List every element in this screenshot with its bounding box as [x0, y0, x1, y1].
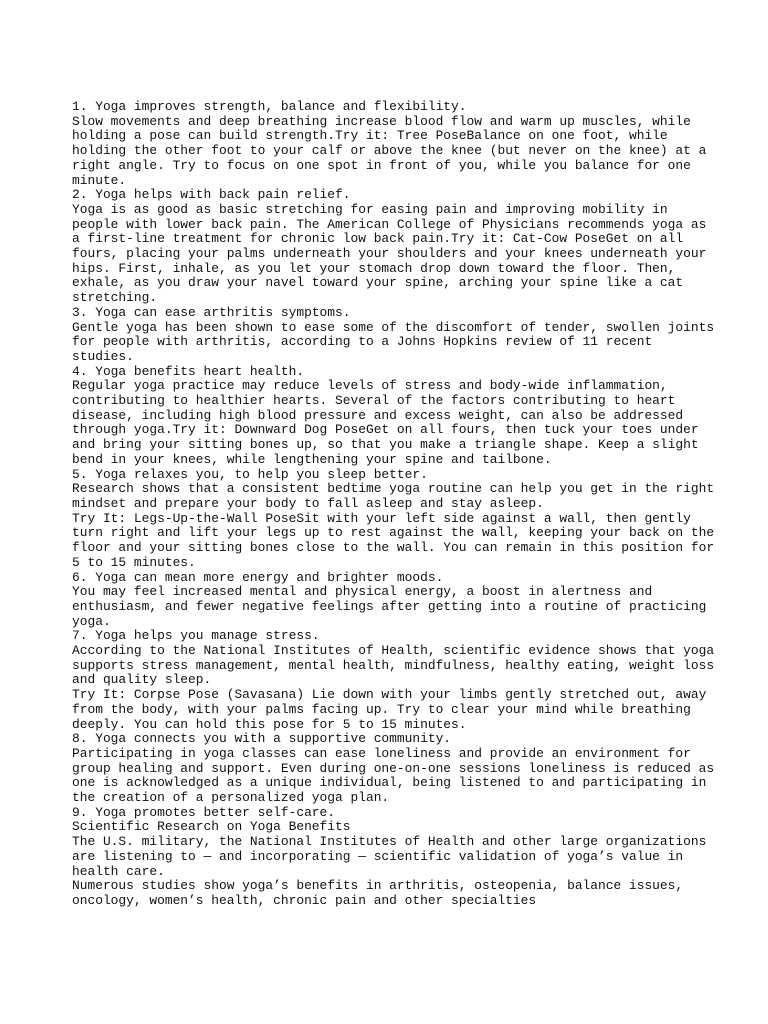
text-line: and quality sleep.	[72, 672, 212, 688]
text-line: and bring your sitting bones up, so that you make a triangle shape. Keep a slight	[72, 437, 699, 453]
text-line: floor and your sitting bones close to the wall. You can remain in this position for	[72, 540, 715, 556]
text-line: are listening to — and incorporating — scientific validation of yoga’s value in	[72, 848, 684, 864]
text-line: contributing to healthier hearts. Several of the factors contributing to heart	[72, 393, 676, 409]
text-line: holding a pose can build strength.Try it: Tree PoseBalance on one foot, while	[72, 128, 668, 144]
text-line: You may feel increased mental and physical energy, a boost in alertness and	[72, 584, 653, 600]
text-line: group healing and support. Even during one-on-one sessions loneliness is reduced as	[72, 760, 715, 776]
text-line: health care.	[72, 863, 165, 879]
text-line: 3. Yoga can ease arthritis symptoms.	[72, 304, 351, 320]
text-line: Regular yoga practice may reduce levels of stress and body-wide inflammation,	[72, 378, 668, 394]
text-line: people with lower back pain. The American College of Physicians recommends yoga as	[72, 216, 707, 232]
text-line: Participating in yoga classes can ease loneliness and provide an environment for	[72, 745, 691, 761]
text-line: oncology, women’s health, chronic pain and other specialties	[72, 892, 537, 908]
text-line: Research shows that a consistent bedtime yoga routine can help you get in the right	[72, 481, 715, 497]
text-line: a first-line treatment for chronic low back pain.Try it: Cat-Cow PoseGet on all	[72, 231, 684, 247]
text-line: through yoga.Try it: Downward Dog PoseGet on all fours, then tuck your toes under	[72, 422, 699, 438]
text-line: turn right and lift your legs up to rest against the wall, keeping your back on the	[72, 525, 715, 541]
text-line: 7. Yoga helps you manage stress.	[72, 628, 320, 644]
text-line: bend in your knees, while lengthening your spine and tailbone.	[72, 451, 552, 467]
text-line: one is acknowledged as a unique individual, being listened to and participating in	[72, 775, 707, 791]
text-line: 2. Yoga helps with back pain relief.	[72, 187, 351, 203]
text-line: studies.	[72, 348, 134, 364]
text-line: 5 to 15 minutes.	[72, 554, 196, 570]
text-line: The U.S. military, the National Institutes of Health and other large organizations	[72, 834, 707, 850]
text-line: supports stress management, mental health, mindfulness, healthy eating, weight loss	[72, 657, 715, 673]
text-line: right angle. Try to focus on one spot in front of you, while you balance for one	[72, 157, 691, 173]
text-line: enthusiasm, and fewer negative feelings after getting into a routine of practicing	[72, 598, 707, 614]
text-line: Try It: Legs-Up-the-Wall PoseSit with your left side against a wall, then gently	[72, 510, 691, 526]
text-line: Gentle yoga has been shown to ease some of the discomfort of tender, swollen joints	[72, 319, 715, 335]
text-line: 8. Yoga connects you with a supportive community.	[72, 731, 452, 747]
text-line: from the body, with your palms facing up. Try to clear your mind while breathing	[72, 701, 691, 717]
text-line: 9. Yoga promotes better self-care.	[72, 804, 336, 820]
text-line: Scientific Research on Yoga Benefits	[72, 819, 351, 835]
text-line: stretching.	[72, 290, 158, 306]
text-line: Slow movements and deep breathing increase blood flow and warm up muscles, while	[72, 113, 691, 129]
text-line: 4. Yoga benefits heart health.	[72, 363, 305, 379]
text-line: fours, placing your palms underneath your shoulders and your knees underneath your	[72, 246, 707, 262]
text-line: holding the other foot to your calf or above the knee (but never on the knee) at a	[72, 143, 707, 159]
text-line: disease, including high blood pressure and excess weight, can also be addressed	[72, 407, 684, 423]
text-line: According to the National Institutes of Health, scientific evidence shows that yoga	[72, 643, 715, 659]
text-line: 5. Yoga relaxes you, to help you sleep better.	[72, 466, 428, 482]
text-line: 6. Yoga can mean more energy and brighter moods.	[72, 569, 444, 585]
text-line: the creation of a personalized yoga plan.	[72, 790, 390, 806]
text-line: Numerous studies show yoga’s benefits in arthritis, osteopenia, balance issues,	[72, 878, 684, 894]
text-line: 1. Yoga improves strength, balance and flexibility.	[72, 99, 467, 114]
document-body	[72, 99, 715, 909]
text-line: hips. First, inhale, as you let your stomach drop down toward the floor. Then,	[72, 260, 676, 276]
text-line: Yoga is as good as basic stretching for easing pain and improving mobility in	[72, 201, 668, 217]
text-line: mindset and prepare your body to fall asleep and stay asleep.	[72, 495, 544, 511]
text-line: for people with arthritis, according to a Johns Hopkins review of 11 recent	[72, 334, 653, 350]
text-line: exhale, as you draw your navel toward your spine, arching your spine like a cat	[72, 275, 684, 291]
text-line: deeply. You can hold this pose for 5 to 15 minutes.	[72, 716, 467, 732]
text-line: minute.	[72, 172, 127, 188]
text-line: Try It: Corpse Pose (Savasana) Lie down with your limbs gently stretched out, away	[72, 687, 707, 703]
text-line: yoga.	[72, 613, 111, 629]
